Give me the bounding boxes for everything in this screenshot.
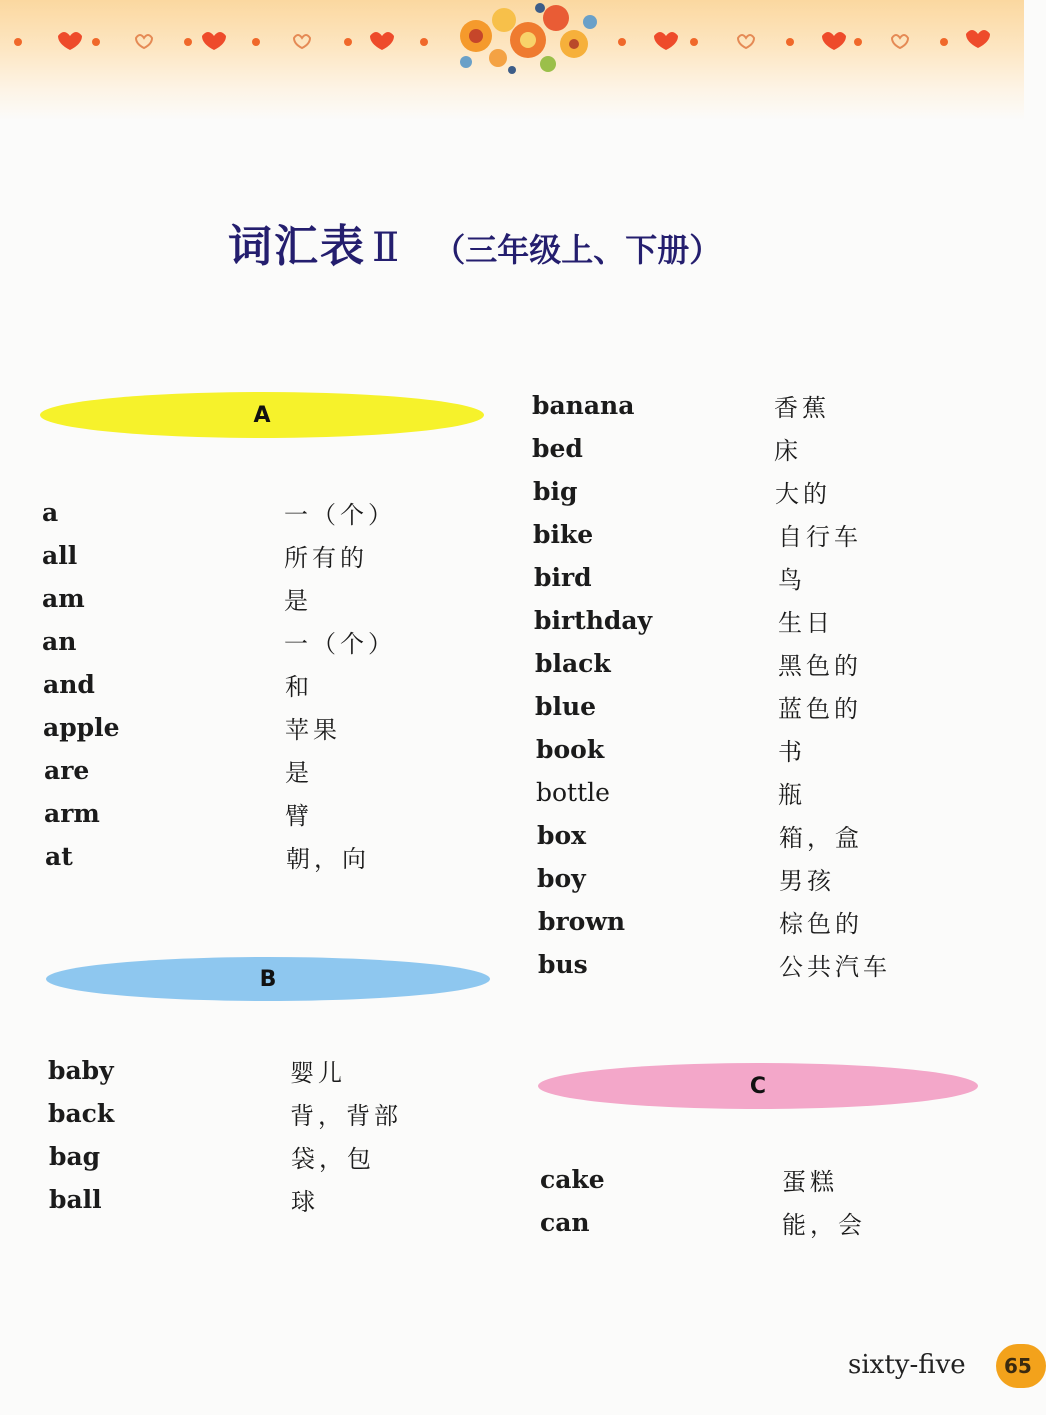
word-chinese: 朝，向 [286,845,370,873]
section-c-letter: C [749,1073,767,1099]
word-english: back [48,1099,115,1128]
word-chinese: 棕色的 [779,910,863,938]
word-english: an [42,627,77,656]
word-chinese: 是 [284,587,312,615]
word-chinese: 公共汽车 [779,953,891,981]
word-chinese: 苹果 [285,716,341,744]
title-numeral: Ⅱ [372,225,400,271]
banner-ornaments [0,0,1024,120]
word-english: bag [49,1142,101,1171]
word-english: bottle [536,778,610,807]
word-chinese: 球 [291,1188,319,1216]
section-c-header [538,1063,978,1109]
page-number-badge: 65 [996,1344,1046,1388]
word-chinese: 能，会 [782,1211,866,1239]
word-chinese: 生日 [778,609,834,637]
section-a-letter: A [253,402,271,428]
word-english: brown [538,907,626,936]
word-english: box [537,821,587,850]
word-chinese: 香蕉 [774,394,830,422]
page-number-words: sixty-five [848,1350,966,1380]
word-english: bed [532,434,583,463]
word-chinese: 臂 [285,802,313,830]
word-chinese: 男孩 [779,867,835,895]
word-chinese: 袋，包 [291,1145,375,1173]
word-english: apple [43,713,120,742]
word-english: boy [537,864,586,893]
word-english: can [540,1208,590,1237]
word-chinese: 背，背部 [290,1102,402,1130]
word-chinese: 蛋糕 [782,1168,838,1196]
word-chinese: 黑色的 [778,652,862,680]
word-english: and [43,670,95,699]
word-english: birthday [534,606,653,635]
word-chinese: 是 [285,759,313,787]
section-b-letter: B [259,966,277,992]
word-chinese: 大的 [775,480,831,508]
word-english: book [536,735,605,764]
word-english: at [45,842,73,871]
word-chinese: 床 [774,437,802,465]
word-english: arm [44,799,100,828]
word-english: bike [533,520,594,549]
word-english: ball [49,1185,102,1214]
word-english: all [42,541,78,570]
word-chinese: 和 [285,673,313,701]
word-english: bird [534,563,592,592]
title-main: 词汇表 [228,221,366,272]
section-b-header [46,957,490,1001]
page-title [228,210,721,274]
section-a-header [40,392,484,438]
word-chinese: 箱，盒 [779,824,863,852]
word-chinese: 蓝色的 [778,695,862,723]
word-english: are [44,756,90,785]
word-chinese: 一（个） [284,630,396,658]
word-english: bus [538,950,588,979]
word-english: big [533,477,578,506]
word-english: black [535,649,611,678]
word-english: am [42,584,85,613]
word-english: cake [540,1165,605,1194]
word-english: baby [48,1056,114,1085]
decorative-banner [0,0,1024,120]
word-english: blue [535,692,597,721]
word-chinese: 鸟 [778,566,806,594]
word-english: a [42,498,59,527]
word-chinese: 书 [778,738,806,766]
word-chinese: 一（个） [284,501,396,529]
word-chinese: 瓶 [778,781,806,809]
word-chinese: 婴儿 [290,1059,346,1087]
word-chinese: 自行车 [778,523,862,551]
title-subtitle: （三年级上、下册） [433,231,722,269]
word-english: banana [532,391,635,420]
word-chinese: 所有的 [284,544,368,572]
